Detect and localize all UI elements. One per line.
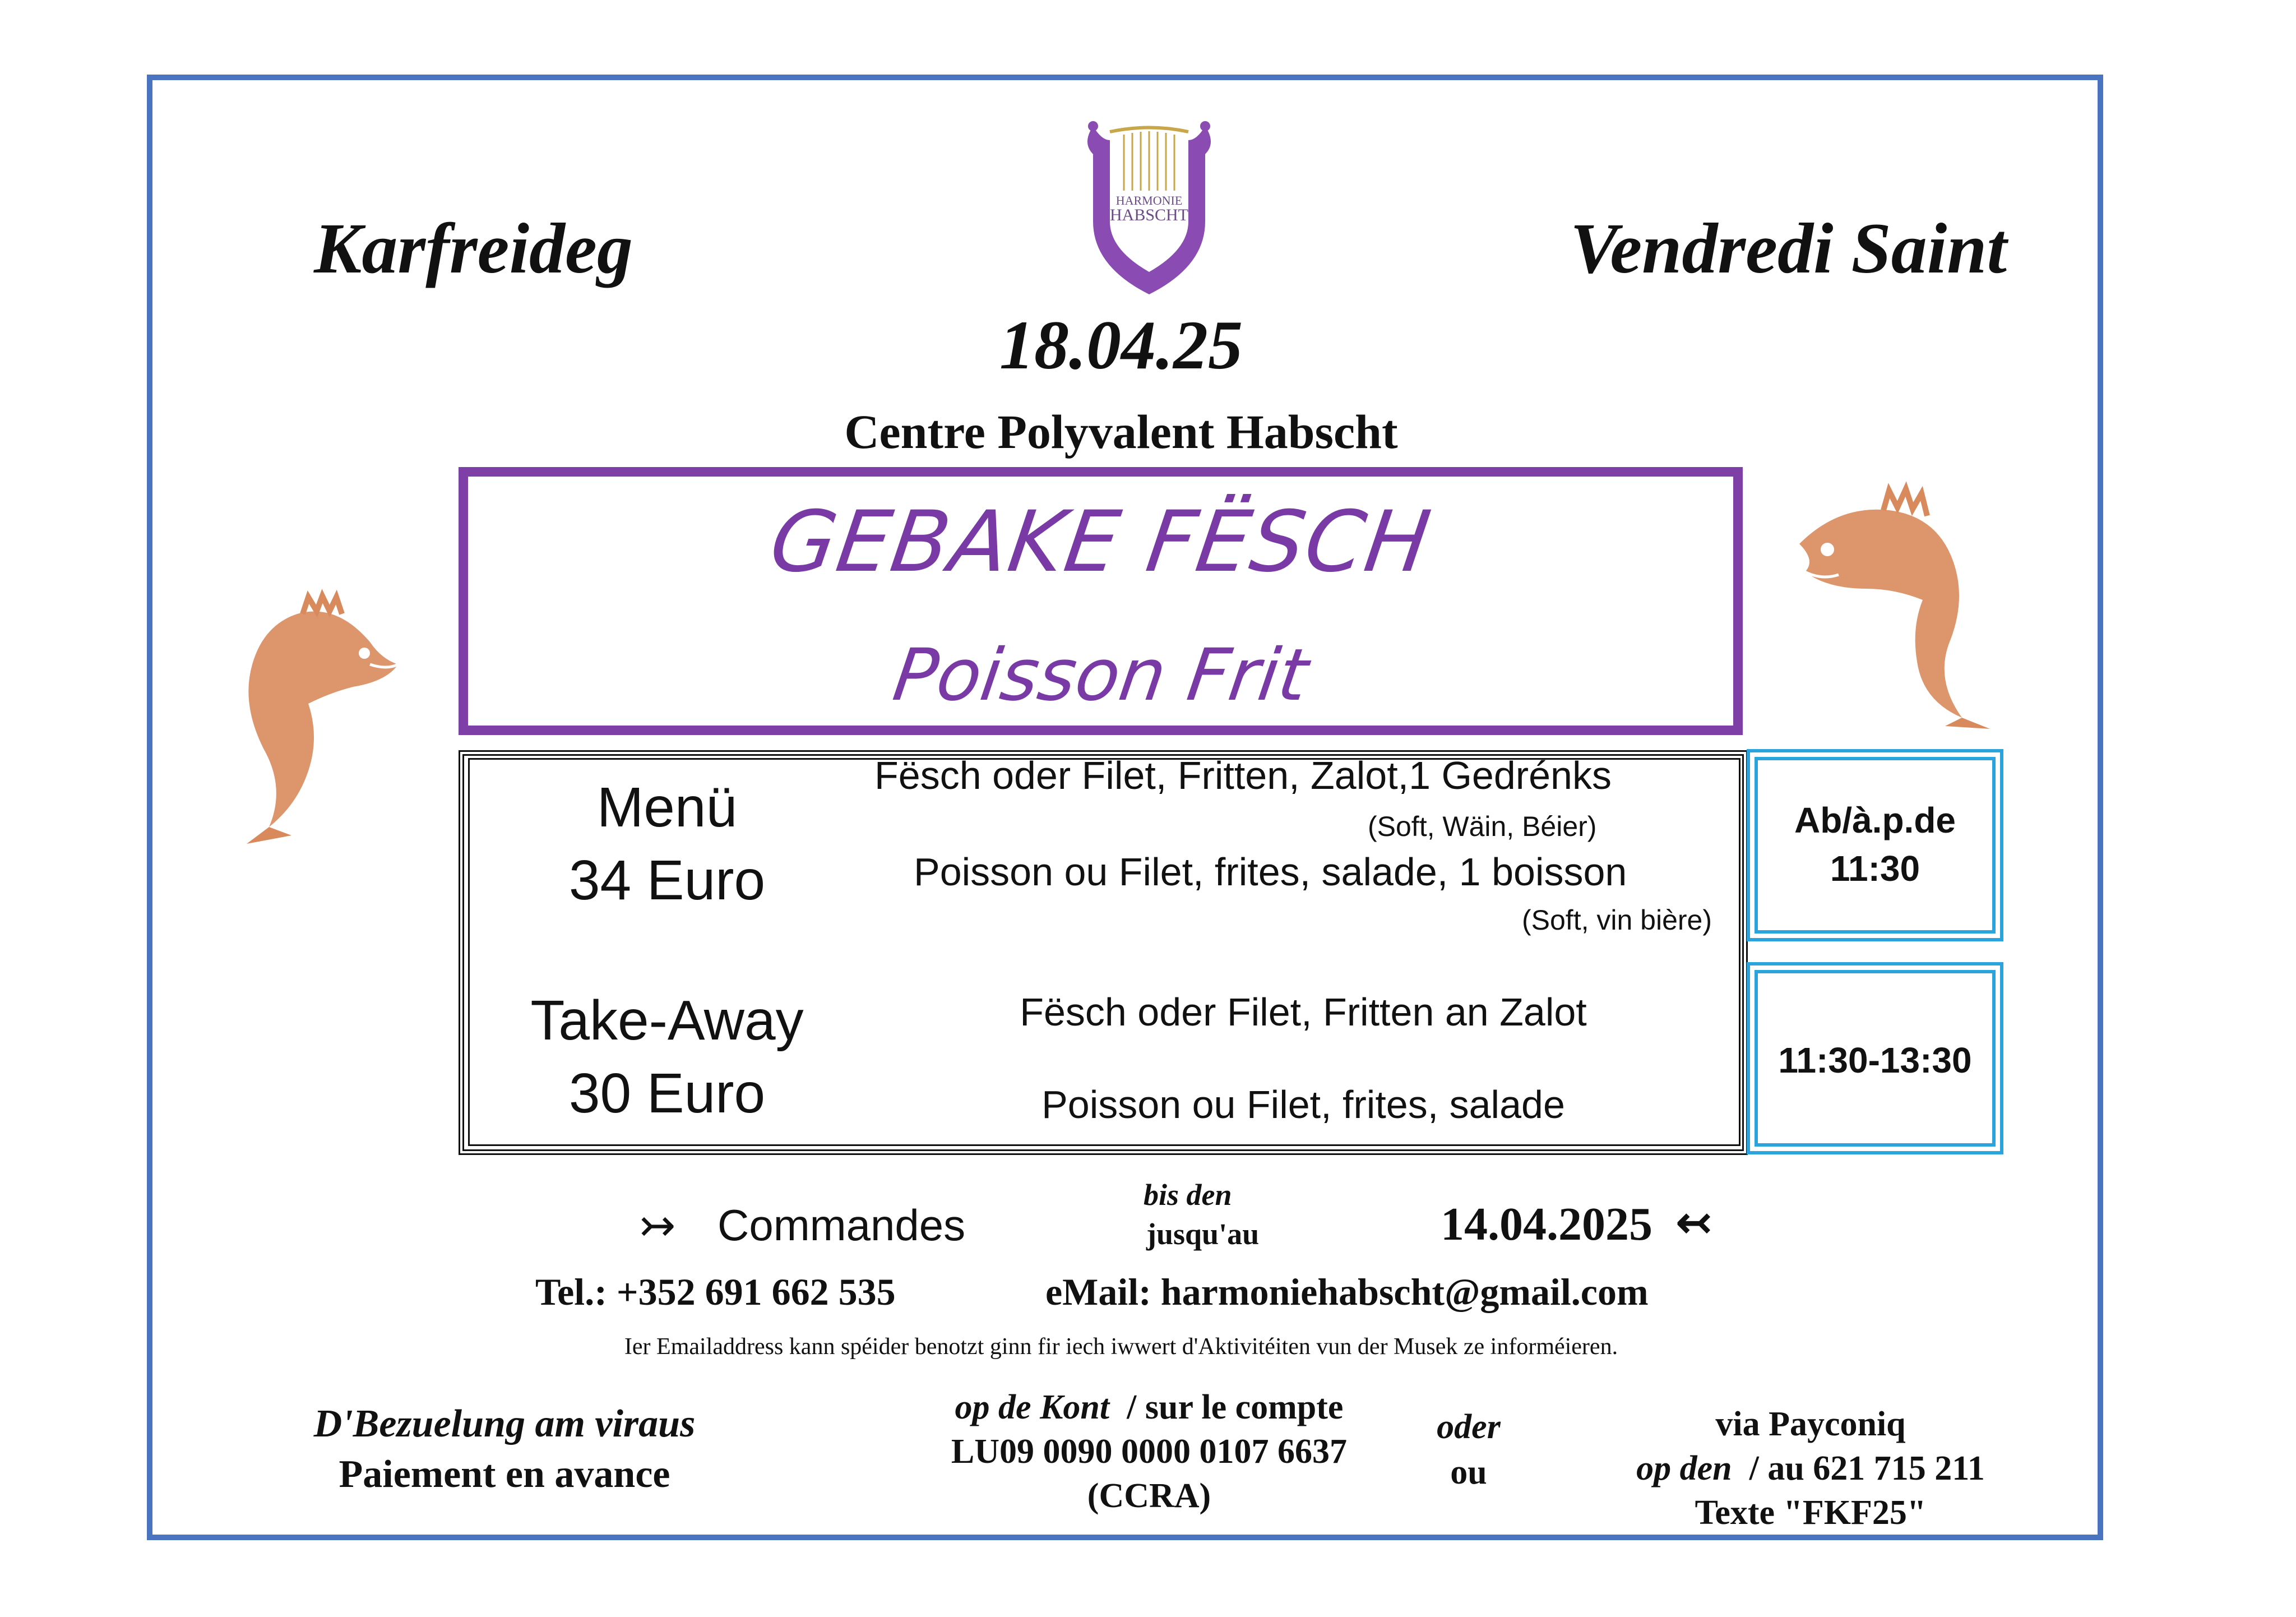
title-line1: GEBAKE FËSCH <box>764 493 1437 591</box>
menu-desc-lb: Fësch oder Filet, Fritten, Zalot,1 Gedrénks <box>874 754 1612 797</box>
logo-line2: HABSCHT <box>1109 206 1189 224</box>
bank-account-block <box>869 1388 1429 1516</box>
payconiq-text: Texte "FKF25" <box>1695 1494 1927 1532</box>
takeaway-price: 30 Euro <box>568 1062 766 1125</box>
menu-drinks-fr: (Soft, vin bière) <box>1522 904 1712 936</box>
or-block <box>1413 1407 1525 1493</box>
payment-heading-lb: D'Bezuelung am viraus <box>313 1402 696 1445</box>
venue: Centre Polyvalent Habscht <box>844 405 1398 459</box>
account-lb: op de Kont <box>955 1388 1110 1426</box>
payment-heading <box>224 1402 785 1497</box>
account-bank: (CCRA) <box>1087 1477 1211 1515</box>
takeaway-label: Take-Away <box>530 989 804 1052</box>
contact-phone[interactable]: Tel.: +352 691 662 535 <box>535 1270 896 1313</box>
logo-line1: HARMONIE <box>1115 193 1183 207</box>
takeaway-price-block <box>488 984 846 1130</box>
menu-time: 11:30 <box>1830 848 1920 889</box>
takeaway-desc-fr: Poisson ou Filet, frites, salade <box>1041 1083 1565 1126</box>
until-lb: bis den <box>1144 1178 1232 1212</box>
jumping-fish-icon <box>1766 477 2007 729</box>
takeaway-time-box <box>1755 970 1996 1147</box>
left-title: Karfreideg <box>314 209 633 288</box>
arrow-left-icon: ↢ <box>1676 1199 1712 1246</box>
menu-time-box <box>1755 757 1996 934</box>
until-fr: jusqu'au <box>1146 1217 1260 1251</box>
email-note: Ier Emailaddress kann spéider benotzt ginn fir iech iwwert d'Aktivitéiten vun der Musek ze informéieren. <box>624 1334 1618 1360</box>
or-fr: ou <box>1450 1453 1487 1491</box>
payconiq-fr: / au 621 715 211 <box>1749 1449 1985 1487</box>
takeaway-time: 11:30-13:30 <box>1778 1040 1972 1080</box>
payconiq-lb: op den <box>1636 1449 1732 1487</box>
right-title: Vendredi Saint <box>1570 209 2007 288</box>
menu-price-block <box>488 771 846 917</box>
payment-heading-fr: Paiement en avance <box>339 1453 670 1496</box>
event-date: 18.04.25 <box>999 307 1243 384</box>
lyre-shield-icon <box>1076 109 1222 300</box>
menu-time-label: Ab/à.p.de <box>1794 800 1956 840</box>
payconiq-label: via Payconiq <box>1715 1405 1906 1443</box>
menu-drinks-lb: (Soft, Wäin, Béier) <box>1368 811 1597 842</box>
menu-label: Menü <box>596 776 738 839</box>
menu-desc-fr: Poisson ou Filet, frites, salade, 1 boisson <box>914 850 1627 894</box>
payconiq-block <box>1558 1405 2063 1533</box>
orders-label: Commandes <box>718 1200 966 1250</box>
arrow-right-icon: ↣ <box>639 1200 676 1250</box>
takeaway-desc-lb: Fësch oder Filet, Fritten an Zalot <box>1020 990 1587 1034</box>
menu-price: 34 Euro <box>568 849 766 912</box>
title-line2: Poisson Frit <box>888 634 1313 717</box>
contact-email[interactable]: eMail: harmoniehabscht@gmail.com <box>1045 1270 1649 1313</box>
or-lb: oder <box>1437 1408 1501 1446</box>
account-iban: LU09 0090 0000 0107 6637 <box>951 1433 1348 1471</box>
order-deadline: 14.04.2025 <box>1441 1198 1652 1250</box>
jumping-fish-icon <box>202 580 426 844</box>
account-fr: / sur le compte <box>1127 1388 1344 1426</box>
